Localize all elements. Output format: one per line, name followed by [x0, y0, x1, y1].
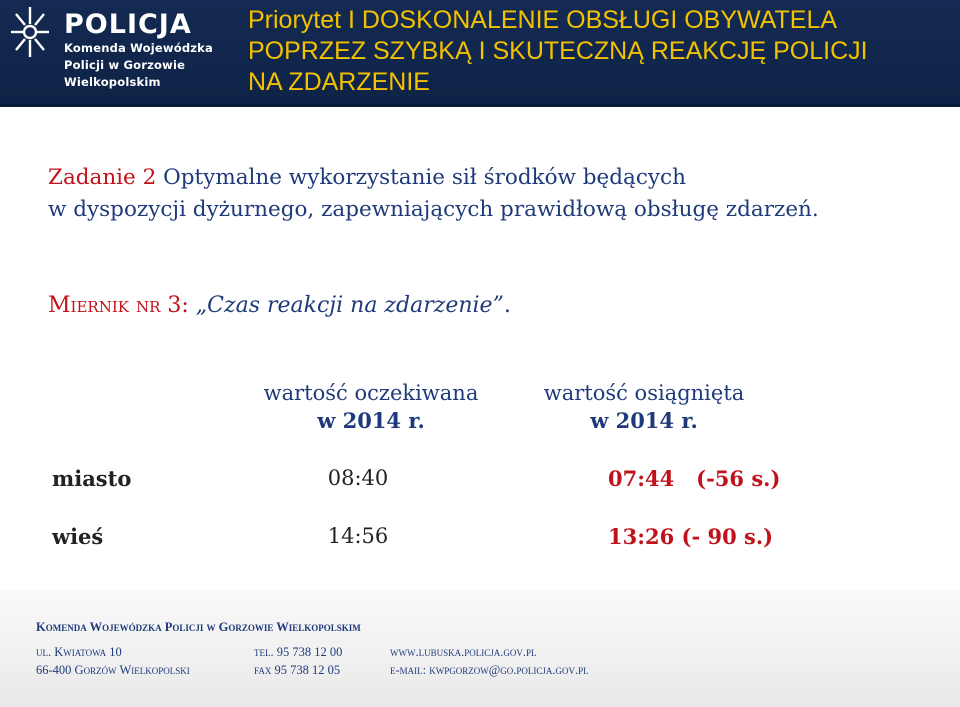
row-achieved-city: 07:44 (-56 s.): [608, 466, 781, 491]
column-header-achieved: [530, 379, 758, 435]
brand-name: POLICJA: [64, 9, 192, 40]
task-line-1: Optymalne wykorzystanie sił środków będących: [156, 165, 686, 190]
footer-address-line: 66-400 Gorzów Wielkopolski: [36, 663, 190, 677]
measure-label: Miernik nr 3:: [48, 293, 189, 318]
measure-end: .: [503, 293, 511, 318]
brand-block: [64, 10, 213, 91]
row-label-village: wieś: [52, 524, 104, 549]
slogan-line: NA ZDARZENIE: [248, 68, 430, 96]
row-label-city: miasto: [52, 466, 132, 491]
brand-sub-line: Wielkopolskim: [64, 75, 161, 89]
footer-website-link[interactable]: www.lubuska.policja.gov.pl: [390, 645, 537, 659]
task-description: [48, 162, 819, 226]
row-achieved-village: 13:26 (- 90 s.): [608, 524, 774, 549]
police-star-logo-icon: [8, 4, 52, 60]
row-expected-village: 14:56: [327, 524, 389, 548]
row-expected-city: 08:40: [327, 466, 389, 490]
footer-email-link[interactable]: e-mail: kwpgorzow@go.policja.gov.pl: [390, 663, 589, 677]
brand-sub-line: Komenda Wojewódzka: [64, 41, 213, 55]
footer-fax-line: fax 95 738 12 05: [254, 663, 341, 677]
header-banner: [0, 0, 960, 107]
slogan-line: Priorytet I DOSKONALENIE OBSŁUGI OBYWATELA: [248, 6, 838, 34]
column-header-line: w 2014 r.: [590, 408, 698, 433]
column-header-line: wartość oczekiwana: [263, 381, 479, 405]
footer-org: Komenda Wojewódzka Policji w Gorzowie Wielkopolskim: [36, 620, 361, 634]
slogan-line: POPRZEZ SZYBKĄ I SKUTECZNĄ REAKCJĘ POLICJI: [248, 37, 868, 65]
task-line-2: w dyspozycji dyżurnego, zapewniających prawidłową obsługę zdarzeń.: [48, 197, 819, 222]
measure-quote: „Czas reakcji na zdarzenie”: [188, 293, 504, 318]
footer-phone: [254, 643, 342, 679]
brand-sub-line: Policji w Gorzowie: [64, 58, 186, 72]
footer-address-line: ul. Kwiatowa 10: [36, 645, 122, 659]
slogan: [248, 5, 948, 98]
column-header-expected: [248, 379, 494, 435]
footer-address: [36, 643, 190, 679]
column-header-line: w 2014 r.: [317, 408, 425, 433]
measure-line: [48, 291, 511, 321]
footer-contact: [390, 643, 589, 679]
footer-phone-line: tel. 95 738 12 00: [254, 645, 343, 659]
task-label: Zadanie 2: [48, 165, 157, 190]
column-header-line: wartość osiągnięta: [543, 381, 745, 405]
